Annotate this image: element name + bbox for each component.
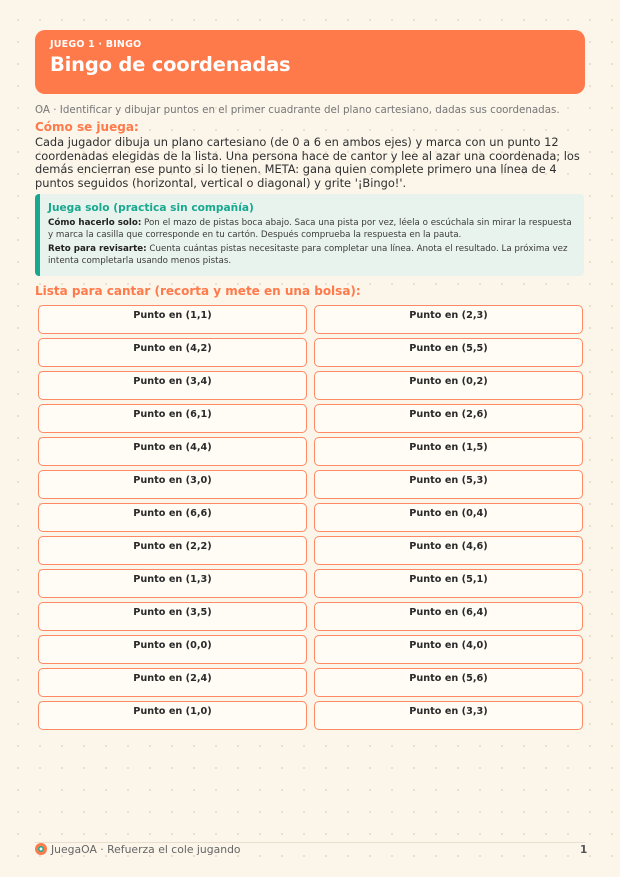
brand-logo-icon bbox=[35, 843, 47, 855]
game-tag: JUEGO 1 · BINGO bbox=[50, 39, 142, 50]
call-card: Punto en (4,6) bbox=[314, 536, 583, 565]
call-card: Punto en (2,3) bbox=[314, 305, 583, 334]
solo-play-box bbox=[35, 194, 584, 276]
call-card: Punto en (1,0) bbox=[38, 701, 307, 730]
page-number: 1 bbox=[580, 844, 588, 856]
solo-how-label: Cómo hacerlo solo: bbox=[48, 218, 142, 228]
call-card: Punto en (3,5) bbox=[38, 602, 307, 631]
solo-how-paragraph bbox=[48, 217, 576, 241]
game-header bbox=[35, 30, 585, 94]
call-card: Punto en (2,6) bbox=[314, 404, 583, 433]
page-title: Bingo de coordenadas bbox=[50, 53, 291, 76]
call-card: Punto en (0,4) bbox=[314, 503, 583, 532]
how-to-play-heading: Cómo se juega: bbox=[35, 120, 139, 134]
call-card: Punto en (2,4) bbox=[38, 668, 307, 697]
call-card: Punto en (5,1) bbox=[314, 569, 583, 598]
call-card: Punto en (4,2) bbox=[38, 338, 307, 367]
call-card: Punto en (0,0) bbox=[38, 635, 307, 664]
how-to-play-text: Cada jugador dibuja un plano cartesiano (de 0 a 6 en ambos ejes) y marca con un punto 12 coordenadas elegidas de la lista. Una persona hace de cantor y lee al azar una coordenada; los demás encierran ese punto si lo tienen. META: gana quien complete primero una línea de 4 puntos seguidos (horizontal, vertical o diagonal) y grite '¡Bingo!'. bbox=[35, 135, 580, 191]
solo-how-text: Pon el mazo de pistas boca abajo. Saca una pista por vez, léela o escúchala sin mirar la respuesta y marca la casilla que corresponde en tu cartón. Después comprueba la respuesta en la pauta. bbox=[48, 218, 572, 241]
call-card: Punto en (6,6) bbox=[38, 503, 307, 532]
call-card: Punto en (5,5) bbox=[314, 338, 583, 367]
call-card: Punto en (6,1) bbox=[38, 404, 307, 433]
solo-challenge-paragraph bbox=[48, 243, 576, 267]
call-card: Punto en (0,2) bbox=[314, 371, 583, 400]
call-card: Punto en (2,2) bbox=[38, 536, 307, 565]
call-card: Punto en (3,0) bbox=[38, 470, 307, 499]
call-card: Punto en (4,0) bbox=[314, 635, 583, 664]
solo-challenge-text: Cuenta cuántas pistas necesitaste para completar una línea. Anota el resultado. La próxima vez intenta completarla usando menos pistas. bbox=[48, 244, 568, 267]
solo-play-heading: Juega solo (practica sin compañía) bbox=[48, 202, 254, 214]
footer-brand: JuegaOA · Refuerza el cole jugando bbox=[51, 843, 241, 856]
call-card: Punto en (1,3) bbox=[38, 569, 307, 598]
call-card: Punto en (3,3) bbox=[314, 701, 583, 730]
call-card: Punto en (4,4) bbox=[38, 437, 307, 466]
call-card: Punto en (5,6) bbox=[314, 668, 583, 697]
call-list-grid bbox=[38, 305, 583, 730]
call-card: Punto en (5,3) bbox=[314, 470, 583, 499]
call-card: Punto en (1,5) bbox=[314, 437, 583, 466]
call-card: Punto en (3,4) bbox=[38, 371, 307, 400]
learning-objective: OA · Identificar y dibujar puntos en el primer cuadrante del plano cartesiano, dadas sus coordenadas. bbox=[35, 104, 560, 116]
call-card: Punto en (6,4) bbox=[314, 602, 583, 631]
call-list-heading: Lista para cantar (recorta y mete en una bolsa): bbox=[35, 284, 361, 298]
call-card: Punto en (1,1) bbox=[38, 305, 307, 334]
solo-challenge-label: Reto para revisarte: bbox=[48, 244, 147, 254]
